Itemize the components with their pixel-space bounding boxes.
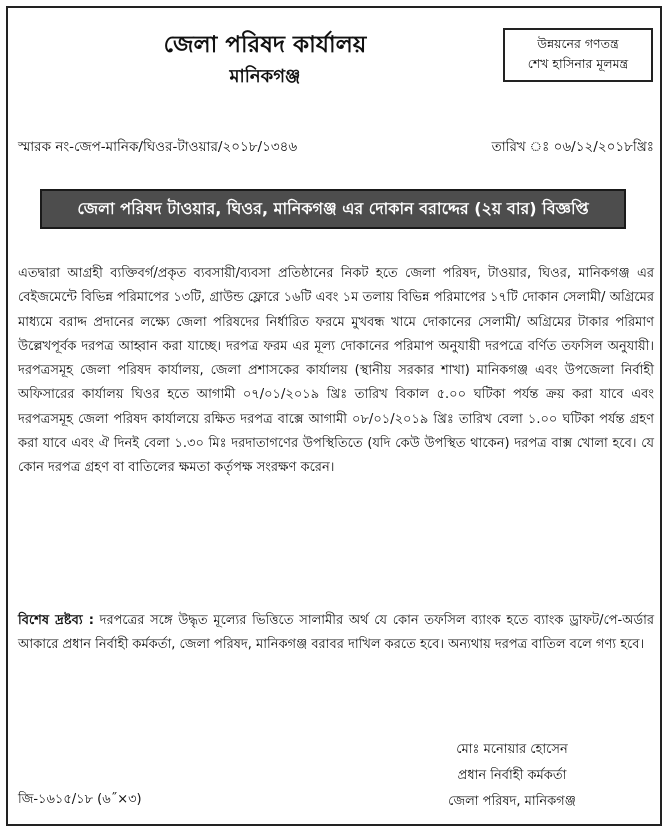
office-title: জেলা পরিষদ কার্যালয়	[163, 32, 367, 58]
district-name: মানিকগঞ্জ	[229, 66, 301, 87]
memo-date: তারিখ ঃ ০৬/১২/২০১৮খ্রিঃ	[491, 139, 654, 155]
signatory-name: মোঃ মনোয়ার হোসেন	[456, 742, 568, 757]
slogan-line-1: উন্নয়নের গণতন্ত্র	[537, 36, 619, 51]
notice-body: এতদ্বারা আগ্রহী ব্যক্তিবর্গ/প্রকৃত ব্যবসায়ী/ব্যবসা প্রতিষ্ঠানের নিকট হতে জেলা পরিষদ, টাওয়ার, ঘিওর, মানিকগঞ্জ এর বেইজমেন্টে বিভিন্ন পরিমাপের ১৩টি, গ্রাউন্ড ফ্লোরে ১৬টি এবং ১ম তলায় বিভিন্ন পরিমাপের ১৭টি দোকান সেলামী/ অগ্রিমের মাধ্যমে বরাদ্দ প্রদানের লক্ষ্যে জেলা পরিষদের নির্ধারিত ফরমে মুখবন্ধ খামে দোকানের সেলামী/ অগ্রিমের টাকার পরিমাণ উল্লেখপূর্বক দরপত্র আহ্বান করা যাচ্ছে। দরপত্র ফরম এর মূল্য দোকানের পরিমাপ অনুযায়ী দরপত্রে বর্ণিত তফসিল অনুযায়ী। দরপত্রসমূহ জেলা পরিষদ কার্যালয়, জেলা প্রশাসকের কার্যালয় (স্থানীয় সরকার শাখা) মানিকগঞ্জ এবং উপজেলা নির্বাহী অফিসারের কার্যালয় ঘিওর হতে আগামী ০৭/০১/২০১৯ খ্রিঃ তারিখ বিকাল ৫.০০ ঘটিকা পর্যন্ত ক্রয় করা যাবে এবং দরপত্রসমূহ জেলা পরিষদ কার্যালয়ে রক্ষিত দরপত্র বাক্সে আগামী ০৮/০১/২০১৯ খ্রিঃ তারিখ বেলা ১.০০ ঘটিকা পর্যন্ত গ্রহণ করা যাবে এবং ঐ দিনই বেলা ১.৩০ মিঃ দরদাতাগণের উপস্থিতিতে (যদি কেউ উপস্থিত থাকেন) দরপত্র বাক্স খোলা হবে। যে কোন দরপত্র গ্রহণ বা বাতিলের ক্ষমতা কর্তৃপক্ষ সংরক্ষণ করেন।	[18, 266, 654, 476]
slogan-box	[503, 28, 653, 82]
notice-title-banner: জেলা পরিষদ টাওয়ার, ঘিওর, মানিকগঞ্জ এর দোকান বরাদ্দের (২য় বার) বিজ্ঞপ্তি	[40, 189, 626, 229]
signatory-office: জেলা পরিষদ, মানিকগঞ্জ	[448, 794, 576, 809]
slogan-line-2: শেখ হাসিনার মূলমন্ত্র	[527, 56, 629, 71]
special-note-label: বিশেষ দ্রষ্টব্য :	[18, 613, 94, 628]
special-note-text: দরপত্রের সঙ্গে উদ্ধৃত মূল্যের ভিত্তিতে সালামীর অর্থ যে কোন তফসিল ব্যাংক হতে ব্যাংক ড্রাফট/পে-অর্ডার আকারে প্রধান নির্বাহী কর্মকর্তা, জেলা পরিষদ, মানিকগঞ্জ বরাবর দাখিল করতে হবে। অন্যথায় দরপত্র বাতিল বলে গণ্য হবে।	[18, 613, 654, 653]
signatory-designation: প্রধান নির্বাহী কর্মকর্তা	[457, 768, 567, 783]
advert-ref-code: জি-১৬১৫/১৮ (৬˝×৩)	[18, 792, 142, 807]
special-note	[18, 609, 654, 658]
memo-reference: স্মারক নং-জেপ-মানিক/ঘিওর-টাওয়ার/২০১৮/১৩৪৬	[18, 139, 298, 155]
signature-block	[392, 737, 632, 815]
memo-row	[18, 136, 654, 159]
